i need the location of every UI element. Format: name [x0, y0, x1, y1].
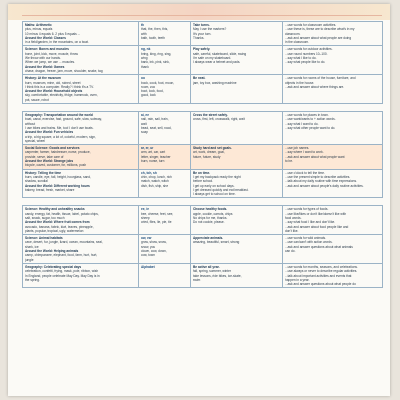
- values-cell: [191, 75, 283, 104]
- section-heading: Around the World: Classes: [25, 35, 66, 40]
- section-text: without: [25, 121, 36, 126]
- section-text: celebration, confetti, frying, mask, pole, ribbon, wish: [25, 269, 99, 274]
- can-do-text: ...ask and answer questions about what animals: [285, 244, 353, 249]
- can-do-text: food words.: [285, 215, 302, 220]
- phonics-text: bring, king, ring, sing,: [141, 51, 172, 56]
- section-text: shadow, sundial: [25, 179, 48, 184]
- can-do-text: ...use words for outdoor activities.: [285, 47, 333, 52]
- values-text: It's your turn.: [193, 31, 212, 36]
- values-text: fall, spring, summer, winter: [193, 269, 231, 274]
- values-text: before school.: [193, 179, 214, 184]
- values-heading: Take turns.: [193, 23, 210, 27]
- values-heading: Play safely.: [193, 47, 211, 52]
- table-row: [23, 75, 383, 104]
- values-cell: [191, 235, 283, 264]
- phonics-text: wait: [141, 121, 147, 126]
- can-do-text: ...ask and answer about what people are doing: [285, 35, 352, 40]
- phonics-heading: ch, tch, sh: [141, 170, 157, 175]
- values-heading: Be active all year.: [193, 264, 220, 269]
- row-separator: [23, 198, 383, 206]
- can-do-text: ...use want/wants to + action words.: [285, 117, 336, 122]
- phonics-text: clown, cow, down,: [141, 249, 167, 254]
- section-heading: Geography: Celebrating special days: [25, 264, 82, 269]
- phonics-heading: ow, ew: [141, 236, 152, 241]
- phonics-text: match, watch, witch: [141, 179, 169, 184]
- section-text: candy, energy, fat, health, tissue, label, potato chips,: [25, 211, 99, 216]
- can-do-text: ...use words for places in town.: [285, 113, 329, 118]
- section-text: plus, minus, equals: [25, 27, 53, 32]
- can-do-text: ...use can/can't with action words.: [285, 240, 333, 245]
- phonics-heading: ee, ie: [141, 207, 149, 212]
- can-do-cell: [283, 75, 383, 104]
- can-do-cell: [283, 206, 383, 235]
- phonics-text: with: [141, 31, 147, 36]
- can-do-text: ...use words for months, seasons, and celebrations.: [285, 264, 358, 269]
- can-do-text: ...say what food I like and don't like.: [285, 220, 336, 225]
- section-heading: Around the World: Helping animals: [25, 249, 79, 254]
- can-do-text: ...use the present simple to describe activities.: [285, 174, 351, 179]
- can-do-cell: [283, 235, 383, 264]
- header-rule: [138, 15, 190, 16]
- separator-cell: [23, 104, 383, 112]
- can-do-text: happen in a year.: [285, 277, 310, 282]
- values-cell: [191, 169, 283, 198]
- table-row: [23, 235, 383, 264]
- values-text: apple, cookie, carrots, chips: [193, 211, 233, 216]
- table-row: [23, 169, 383, 198]
- section-text: shark, ice: [25, 244, 39, 249]
- can-do-text: don't like.: [285, 228, 299, 233]
- can-do-text: in the classroom.: [285, 40, 310, 45]
- can-do-text: ...say what I want to do.: [285, 121, 319, 126]
- values-text: swim: [193, 277, 201, 282]
- can-do-text: objects in the house.: [285, 80, 315, 85]
- values-text: future, future, study: [193, 154, 221, 159]
- values-heading: Be on time.: [193, 170, 211, 175]
- phonics-cell: [139, 75, 191, 104]
- phonics-heading: ai, ee: [141, 113, 149, 118]
- phonics-text: boot, look, food,: [141, 89, 164, 94]
- section-heading: Around the World: Strange jobs: [25, 159, 74, 164]
- values-text: No chips for me, thanks.: [193, 215, 228, 220]
- section-heading: Maths: Arithmetic: [25, 23, 52, 27]
- values-cell: [191, 145, 283, 169]
- separator-cell: [23, 198, 383, 206]
- can-do-text: ...use job names.: [285, 146, 310, 151]
- table-row: [23, 145, 383, 169]
- values-text: I always wear a helmet and pads.: [193, 60, 241, 65]
- section-text: bakery, bread, fresh, market, share: [25, 187, 75, 192]
- values-text: I get dressed quickly and eat breakfast.: [193, 187, 249, 192]
- section-heading: Science: Healthy and unhealthy snacks: [25, 207, 85, 212]
- values-text: May I use the markers?: [193, 27, 227, 32]
- section-text: special, wheel: [25, 138, 46, 143]
- section-heading: Around the World: Household objects: [25, 89, 83, 94]
- values-text: art, work, dream, goal,: [193, 150, 225, 155]
- table-row: [23, 263, 383, 287]
- can-do-text: ...say where I want to work.: [285, 150, 324, 155]
- values-cell: [191, 263, 283, 287]
- section-text: 10 minus 4 equals 6. 2 plus 5 equals ...: [25, 31, 81, 36]
- header-rule: [22, 15, 138, 16]
- phonics-heading: Alphabet: [141, 264, 155, 269]
- can-do-text: ...talk about important activities and events that: [285, 273, 352, 278]
- can-do-text: ...use round numbers 10–100.: [285, 51, 328, 56]
- section-heading: Geography: Transportation around the world: [25, 113, 93, 118]
- section-text: sky, comfortable, electricity, fridge, hammock, oven,: [25, 93, 98, 98]
- phonics-text: nail, rain, sail, train,: [141, 117, 169, 122]
- section-heading: Around the World: Games: [25, 64, 65, 69]
- table-row: [23, 46, 383, 75]
- row-separator: [23, 104, 383, 112]
- phonics-text: bead, seat, sell, road,: [141, 125, 172, 130]
- topic-cell: [23, 145, 139, 169]
- section-heading: Around the World: Where fruit comes from: [25, 220, 90, 225]
- phonics-text: cried, flies, lie, pie, tie: [141, 220, 172, 225]
- can-do-cell: [283, 22, 383, 46]
- curriculum-table: [22, 21, 383, 288]
- section-text: burn, candle, eye, fall, height, hourglass, sand,: [25, 174, 91, 179]
- section-text: bicycle, caved, customer, for, millions, push: [25, 163, 87, 168]
- phonics-cell: [139, 263, 191, 287]
- table-row: [23, 206, 383, 235]
- values-text: jam, toy box, washing machine: [193, 80, 237, 85]
- topic-cell: [23, 263, 139, 287]
- values-cell: [191, 22, 283, 46]
- phonics-text: chin, chop, lunch, rich: [141, 174, 172, 179]
- phonics-text: good, look: [141, 93, 156, 98]
- values-heading: Choose healthy foods.: [193, 207, 228, 212]
- can-do-text: ...ask and answer about what people want: [285, 154, 345, 159]
- phonics-text: arm, art, car, cart: [141, 150, 166, 155]
- values-text: I always get to school on time.: [193, 192, 236, 197]
- section-text: the spring.: [25, 277, 40, 282]
- section-text: salt, snack, sugar, too much: [25, 215, 65, 220]
- phonics-text: cow, town: [141, 253, 155, 258]
- topic-cell: [23, 75, 139, 104]
- section-text: When we jump, we use ... muscles.: [25, 60, 75, 65]
- header-rule: [190, 15, 282, 16]
- can-do-text: can do.: [285, 249, 296, 254]
- can-do-cell: [283, 46, 383, 75]
- can-do-text: ...use words for types of foods.: [285, 207, 329, 212]
- can-do-text: ...use words for rooms of the house, furniture, and: [285, 76, 356, 81]
- phonics-heading: oo: [141, 76, 145, 81]
- phonics-text: grow, show, snow,: [141, 240, 167, 245]
- section-heading: Social Science: Goods and services: [25, 146, 80, 151]
- phonics-text: burn, nurse, turn: [141, 159, 165, 164]
- can-do-text: ...use words for wild animals.: [285, 236, 326, 241]
- values-text: take lessons, ride bikes, ice-skate,: [193, 273, 242, 278]
- can-do-text: ...use o'clock to tell the time.: [285, 170, 325, 175]
- phonics-text: bath, tooth, teeth: [141, 35, 165, 40]
- can-do-text: ...ask and answer questions about what people do: [285, 282, 356, 287]
- section-text: a trip, a big square, a lot of, colorful, modern, sign,: [25, 134, 96, 139]
- phonics-text: that, the, then, this,: [141, 27, 169, 32]
- values-text: I get my backpack ready the night: [193, 174, 241, 179]
- section-heading: Science: Animal habitats: [25, 236, 63, 241]
- phonics-text: sheep: [141, 215, 150, 220]
- can-do-cell: [283, 112, 383, 145]
- values-text: I'm safe on my skateboard.: [193, 56, 232, 61]
- phonics-cell: [139, 235, 191, 264]
- section-text: I think this is a computer. Really? I think it's a TV.: [25, 84, 94, 89]
- values-text: Do not cookie, please.: [193, 220, 225, 225]
- can-do-text: ...ask and answer about people's daily routine activities.: [285, 183, 364, 188]
- section-text: avocado, banana, fabric, kiwi, leaves, pineapple,: [25, 224, 94, 229]
- topic-cell: [23, 235, 139, 264]
- values-cell: [191, 46, 283, 75]
- section-text: provide, serve, take care of: [25, 154, 64, 159]
- can-do-text: ...use always or never to describe regular activities.: [285, 269, 358, 274]
- phonics-text: letter, singer, teacher: [141, 154, 171, 159]
- phonics-cell: [139, 22, 191, 46]
- curriculum-table-body: [23, 22, 383, 288]
- can-do-text: ...say what people like to do.: [285, 60, 326, 65]
- can-do-text: to be.: [285, 159, 293, 164]
- section-text: In England, people celebrate May Day. May Day is in: [25, 273, 100, 278]
- section-text: bone, joint, kick, move, muscle, throw: [25, 51, 78, 56]
- phonics-cell: [139, 112, 191, 145]
- section-text: cave, desert, fur, jungle, lizard, ocean, mountains, seal,: [25, 240, 103, 245]
- can-do-cell: [283, 169, 383, 198]
- can-do-text: ...use these is, these are to describe what's in my: [285, 27, 355, 32]
- phonics-text: dish, fish, ship, she: [141, 183, 169, 188]
- values-text: cross, first, left, crosswalk, right, wait: [193, 117, 245, 122]
- values-cell: [191, 206, 283, 235]
- topic-cell: [23, 206, 139, 235]
- values-text: Thanks.: [193, 35, 205, 40]
- can-do-cell: [283, 263, 383, 287]
- section-text: carpenter, farmer, hairdresser, nurse, produce,: [25, 150, 91, 155]
- phonics-heading: ng, nk: [141, 47, 151, 52]
- section-text: I use bikes and trains. Me, too! I don't use boats.: [25, 125, 94, 130]
- section-text: in a field/garden, in the mountains, on a boat.: [25, 40, 89, 45]
- table-row: [23, 112, 383, 145]
- topic-cell: [23, 169, 139, 198]
- topic-cell: [23, 22, 139, 46]
- phonics-cell: [139, 46, 191, 75]
- phonics-text: snow, you: [141, 244, 156, 249]
- section-text: chase, dragon, freeze, jam, move, shoulder, snake, tag: [25, 68, 103, 73]
- phonics-heading: ar, er, ur: [141, 146, 154, 151]
- can-do-text: ...ask and answer about food people like and: [285, 224, 349, 229]
- section-text: burn, museum, mine, old, ruined, street: [25, 80, 81, 85]
- section-text: plants, popular, tropical, ugly, watermelon: [25, 228, 84, 233]
- values-cell: [191, 112, 283, 145]
- topic-cell: [23, 46, 139, 75]
- can-do-text: ...say what other people want to do.: [285, 125, 336, 130]
- section-heading: Science: Bones and muscles: [25, 47, 69, 52]
- values-heading: Appreciate animals.: [193, 236, 224, 241]
- section-text: boat, canal, exercise, fast, ground, safe, slow, subway,: [25, 117, 102, 122]
- phonics-text: bee, cheese, feet, see,: [141, 211, 174, 216]
- header-band: [8, 4, 390, 20]
- values-heading: Be neat.: [193, 76, 206, 81]
- values-heading: Cross the street safely.: [193, 113, 228, 118]
- can-do-text: ...use words for classroom activities.: [285, 23, 337, 27]
- phonics-heading: th: [141, 23, 145, 27]
- can-do-text: ...say what I like to do.: [285, 56, 317, 61]
- section-text: camp, chimpanzee, elephant, food, farm, hurt, hurt,: [25, 253, 98, 258]
- section-text: We throw with our hands.: [25, 56, 61, 61]
- phonics-text: bank, ink, pink, sink,: [141, 60, 170, 65]
- section-heading: History: Telling the time: [25, 170, 62, 175]
- curriculum-sheet: [8, 4, 390, 396]
- header-rule: [282, 15, 382, 16]
- phonics-text: room, zoo: [141, 84, 156, 89]
- can-do-text: ...ask and answer about where things are.: [285, 84, 345, 89]
- phonics-text: soap: [141, 130, 148, 135]
- phonics-text: wing: [141, 56, 148, 61]
- values-heading: Study hard and set goals.: [193, 146, 232, 151]
- phonics-cell: [139, 145, 191, 169]
- topic-cell: [23, 112, 139, 145]
- can-do-text: classroom.: [285, 31, 301, 36]
- section-heading: History: At the museum: [25, 76, 61, 81]
- phonics-cell: [139, 169, 191, 198]
- phonics-cell: [139, 206, 191, 235]
- section-text: jungle: [25, 257, 34, 262]
- table-row: [23, 22, 383, 46]
- values-text: amazing, beautiful, smart, strong: [193, 240, 240, 245]
- can-do-text: ...talk about my daily routine with time expressions.: [285, 179, 357, 184]
- values-text: I get up early on school days.: [193, 183, 235, 188]
- section-text: pot, sauce, robot: [25, 97, 49, 102]
- section-heading: Around the World: Different working hours: [25, 183, 90, 188]
- values-text: safe, careful, skateboard, slide, swing: [193, 51, 247, 56]
- phonics-text: thank: [141, 64, 149, 69]
- section-heading: Around the World: Fun vehicles: [25, 130, 74, 135]
- can-do-cell: [283, 145, 383, 169]
- can-do-text: ...use like/likes or don't like/doesn't like with: [285, 211, 347, 216]
- phonics-text: book, cook, foot, moon,: [141, 80, 175, 85]
